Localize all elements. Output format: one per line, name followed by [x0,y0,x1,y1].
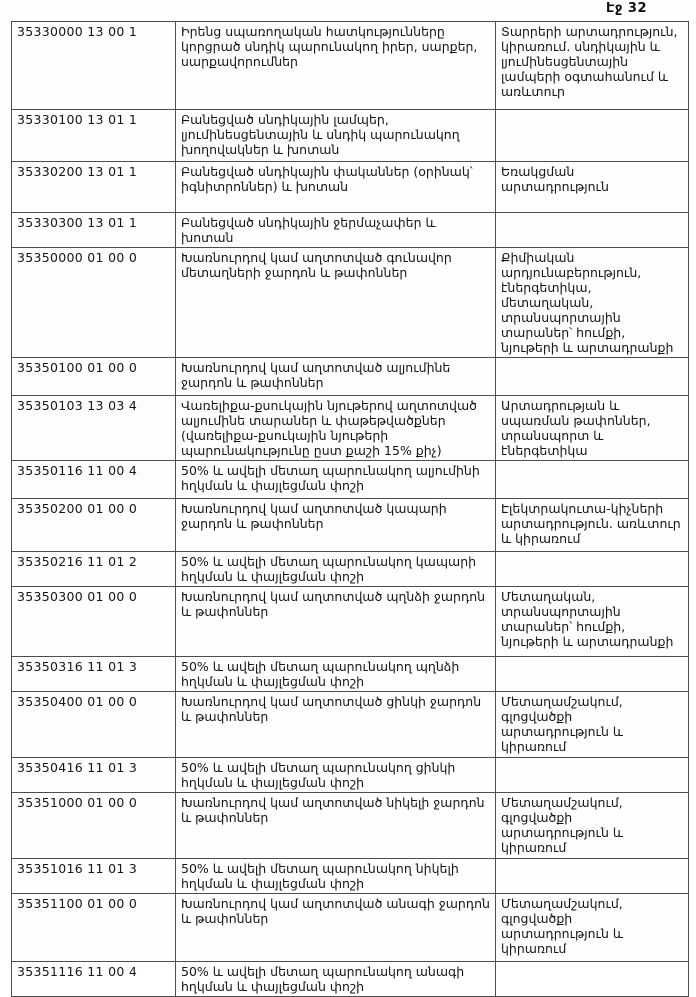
table-row [12,358,689,396]
code-cell: 35330000 13 00 1 [12,22,176,110]
code-cell: 35351016 11 01 3 [12,859,176,894]
category-cell [496,358,689,396]
page-number: Էջ 32 [605,1,647,16]
category-cell [496,657,689,692]
category-cell: Մետաղամշակում, գլոցվածքի արտադրություն և կիրառում [496,692,689,758]
category-cell: Մետաղամշակում, գլոցվածքի արտադրություն և կիրառում [496,894,689,962]
category-cell [496,962,689,997]
code-cell: 35350000 01 00 0 [12,248,176,358]
code-cell: 35330100 13 01 1 [12,110,176,162]
category-cell [496,859,689,894]
code-cell: 35350116 11 00 4 [12,461,176,499]
table-row [12,692,689,758]
waste-codes-table [11,21,689,997]
waste-table-body [12,22,689,997]
table-row [12,859,689,894]
table-row [12,162,689,213]
description-cell: Խառնուրդով կամ աղտոտված ալյումինե ջարդոն և թափոններ [176,358,496,396]
table-row [12,499,689,552]
category-cell: Էլեկտրակուտա-կիչների արտադրություն. առևտուր և կիրառում [496,499,689,552]
category-cell: Մետաղական, տրանսպորտային տարաներ՝ հումքի, նյութերի և արտադրանքի [496,587,689,657]
code-cell: 35350200 01 00 0 [12,499,176,552]
code-cell: 35351100 01 00 0 [12,894,176,962]
category-cell: Քիմիական արդյունաբերություն, էներգետիկա, մետաղական, տրանսպորտային տարաներ՝ հումքի, նյութերի և արտադրանքի [496,248,689,358]
table-row [12,962,689,997]
code-cell: 35350100 01 00 0 [12,358,176,396]
category-cell: Մետաղամշակում, գլոցվածքի արտադրություն և կիրառում [496,793,689,859]
table-row [12,758,689,793]
code-cell: 35350400 01 00 0 [12,692,176,758]
code-cell: 35350300 01 00 0 [12,587,176,657]
table-row [12,894,689,962]
table-row [12,552,689,587]
description-cell: Խառնուրդով կամ աղտոտված ցինկի ջարդոն և թափոններ [176,692,496,758]
description-cell: 50% և ավելի մետաղ պարունակող նիկելի հղկման և փայլեցման փոշի [176,859,496,894]
description-cell: Վառելիքա-քսուկային նյութերով աղտոտված ալյումինե տարաներ և փաթեթվածքներ (վառելիքա-քսուկային նյութերի պարունակությունը ըստ քաշի 15% քիչ) [176,396,496,461]
category-cell [496,213,689,248]
table-row [12,461,689,499]
category-cell: Տարրերի արտադրություն, կիրառում. սնդիկային և լյումինեսցենտային լամպերի օգտահանում և առևտուր [496,22,689,110]
description-cell: Բանեցված սնդիկային լամպեր, լյումինեսցենտային և սնդիկ պարունակող խողովակներ և խոտան [176,110,496,162]
table-row [12,587,689,657]
category-cell [496,552,689,587]
description-cell: Խառնուրդով կամ աղտոտված պղնձի ջարդոն և թափոններ [176,587,496,657]
code-cell: 35350416 11 01 3 [12,758,176,793]
category-cell: Եռակցման արտադրություն [496,162,689,213]
code-cell: 35350103 13 03 4 [12,396,176,461]
category-cell: Արտադրության և սպառման թափոններ, տրանսպորտ և էներգետիկա [496,396,689,461]
description-cell: 50% և ավելի մետաղ պարունակող կապարի հղկման և փայլեցման փոշի [176,552,496,587]
description-cell: 50% և ավելի մետաղ պարունակող պղնձի հղկման և փայլեցման փոշի [176,657,496,692]
code-cell: 35351000 01 00 0 [12,793,176,859]
description-cell: Իրենց սպառողական հատկությունները կորցրած սնդիկ պարունակող իրեր, սարքեր, սարքավորումներ [176,22,496,110]
code-cell: 35350316 11 01 3 [12,657,176,692]
code-cell: 35350216 11 01 2 [12,552,176,587]
description-cell: Խառնուրդով կամ աղտոտված կապարի ջարդոն և թափոններ [176,499,496,552]
description-cell: Բանեցված սնդիկային ջերմաչափեր և խոտան [176,213,496,248]
description-cell: Բանեցված սնդիկային փականներ (օրինակ՝ իգնիտրոններ) և խոտան [176,162,496,213]
code-cell: 35330200 13 01 1 [12,162,176,213]
description-cell: 50% և ավելի մետաղ պարունակող ալյումինի հղկման և փայլեցման փոշի [176,461,496,499]
description-cell: 50% և ավելի մետաղ պարունակող անագի հղկման և փայլեցման փոշի [176,962,496,997]
table-row [12,248,689,358]
category-cell [496,110,689,162]
table-row [12,793,689,859]
description-cell: Խառնուրդով կամ աղտոտված անագի ջարդոն և թափոններ [176,894,496,962]
table-row [12,396,689,461]
table-row [12,110,689,162]
code-cell: 35330300 13 01 1 [12,213,176,248]
category-cell [496,758,689,793]
description-cell: 50% և ավելի մետաղ պարունակող ցինկի հղկման և փայլեցման փոշի [176,758,496,793]
table-row [12,213,689,248]
category-cell [496,461,689,499]
description-cell: Խառնուրդով կամ աղտոտված նիկելի ջարդոն և թափոններ [176,793,496,859]
table-row [12,22,689,110]
description-cell: Խառնուրդով կամ աղտոտված գունավոր մետաղների ջարդոն և թափոններ [176,248,496,358]
table-row [12,657,689,692]
code-cell: 35351116 11 00 4 [12,962,176,997]
